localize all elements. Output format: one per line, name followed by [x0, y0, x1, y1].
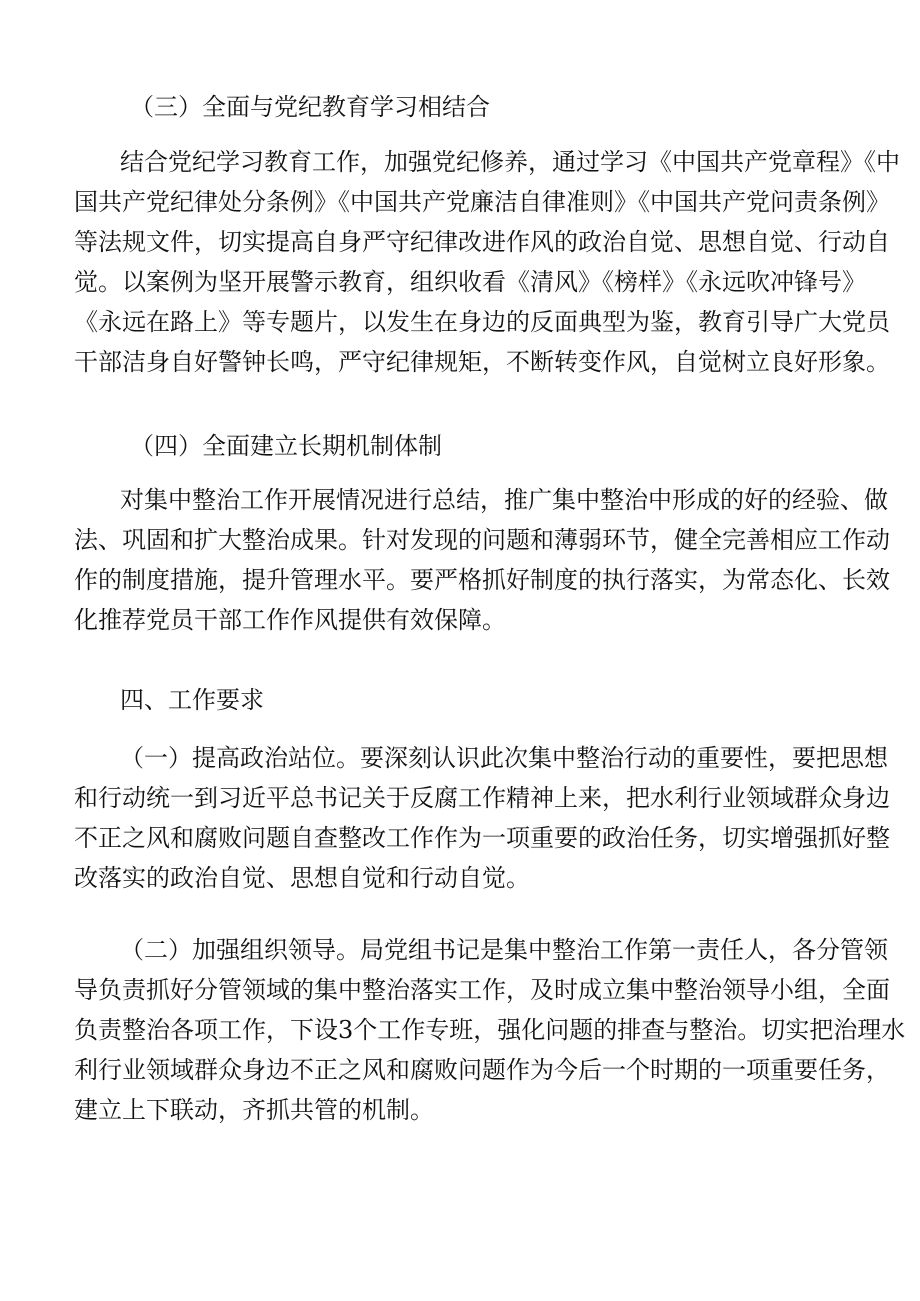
paragraph-line: （二）加强组织领导。局党组书记是集中整治工作第一责任人，各分管领 — [120, 936, 888, 964]
paragraph-line: 建立上下联动，齐抓共管的机制。 — [74, 1096, 434, 1124]
paragraph-line: 导负责抓好分管领域的集中整治落实工作，及时成立集中整治领导小组，全面 — [74, 976, 890, 1004]
paragraph-political-stance — [74, 738, 890, 898]
paragraph-line: 利行业领域群众身边不正之风和腐败问题作为今后一个时期的一项重要任务， — [74, 1056, 890, 1084]
paragraph-line: 法、巩固和扩大整治成果。针对发现的问题和薄弱环节，健全完善相应工作动 — [74, 526, 890, 554]
section-heading-work-requirements: 四、工作要求 — [120, 686, 264, 714]
paragraph-line: 对集中整治工作开展情况进行总结，推广集中整治中形成的好的经验、做 — [120, 486, 888, 514]
section-heading-4: （四）全面建立长期机制体制 — [130, 432, 442, 460]
paragraph-line: 负责整治各项工作，下设3个工作专班，强化问题的排查与整治。切实把治理水 — [74, 1016, 906, 1044]
paragraph-organizational-leadership — [74, 930, 906, 1130]
paragraph-line: 《永远在路上》等专题片，以发生在身边的反面典型为鉴，教育引导广大党员 — [74, 308, 890, 336]
paragraph-line: 觉。以案例为坚开展警示教育，组织收看《清风》《榜样》《永远吹冲锋号》 — [74, 268, 866, 296]
paragraph-line: （一）提高政治站位。要深刻认识此次集中整治行动的重要性，要把思想 — [120, 744, 888, 772]
paragraph-party-discipline — [74, 142, 900, 382]
paragraph-line: 国共产党纪律处分条例》《中国共产党廉洁自律准则》《中国共产党问责条例》 — [74, 188, 890, 216]
paragraph-line: 作的制度措施，提升管理水平。要严格抓好制度的执行落实，为常态化、长效 — [74, 566, 890, 594]
paragraph-line: 化推荐党员干部工作作风提供有效保障。 — [74, 606, 506, 634]
paragraph-line: 和行动统一到习近平总书记关于反腐工作精神上来，把水利行业领域群众身边 — [74, 784, 890, 812]
paragraph-line: 干部洁身自好警钟长鸣，严守纪律规矩，不断转变作风，自觉树立良好形象。 — [74, 348, 890, 376]
paragraph-long-term-mechanism — [74, 480, 890, 640]
paragraph-line: 改落实的政治自觉、思想自觉和行动自觉。 — [74, 864, 530, 892]
paragraph-line: 不正之风和腐败问题自查整改工作作为一项重要的政治任务，切实增强抓好整 — [74, 824, 890, 852]
paragraph-line: 结合党纪学习教育工作，加强党纪修养，通过学习《中国共产党章程》《中 — [120, 148, 900, 176]
section-heading-3: （三）全面与党纪教育学习相结合 — [130, 93, 490, 121]
paragraph-line: 等法规文件，切实提高自身严守纪律改进作风的政治自觉、思想自觉、行动自 — [74, 228, 890, 256]
